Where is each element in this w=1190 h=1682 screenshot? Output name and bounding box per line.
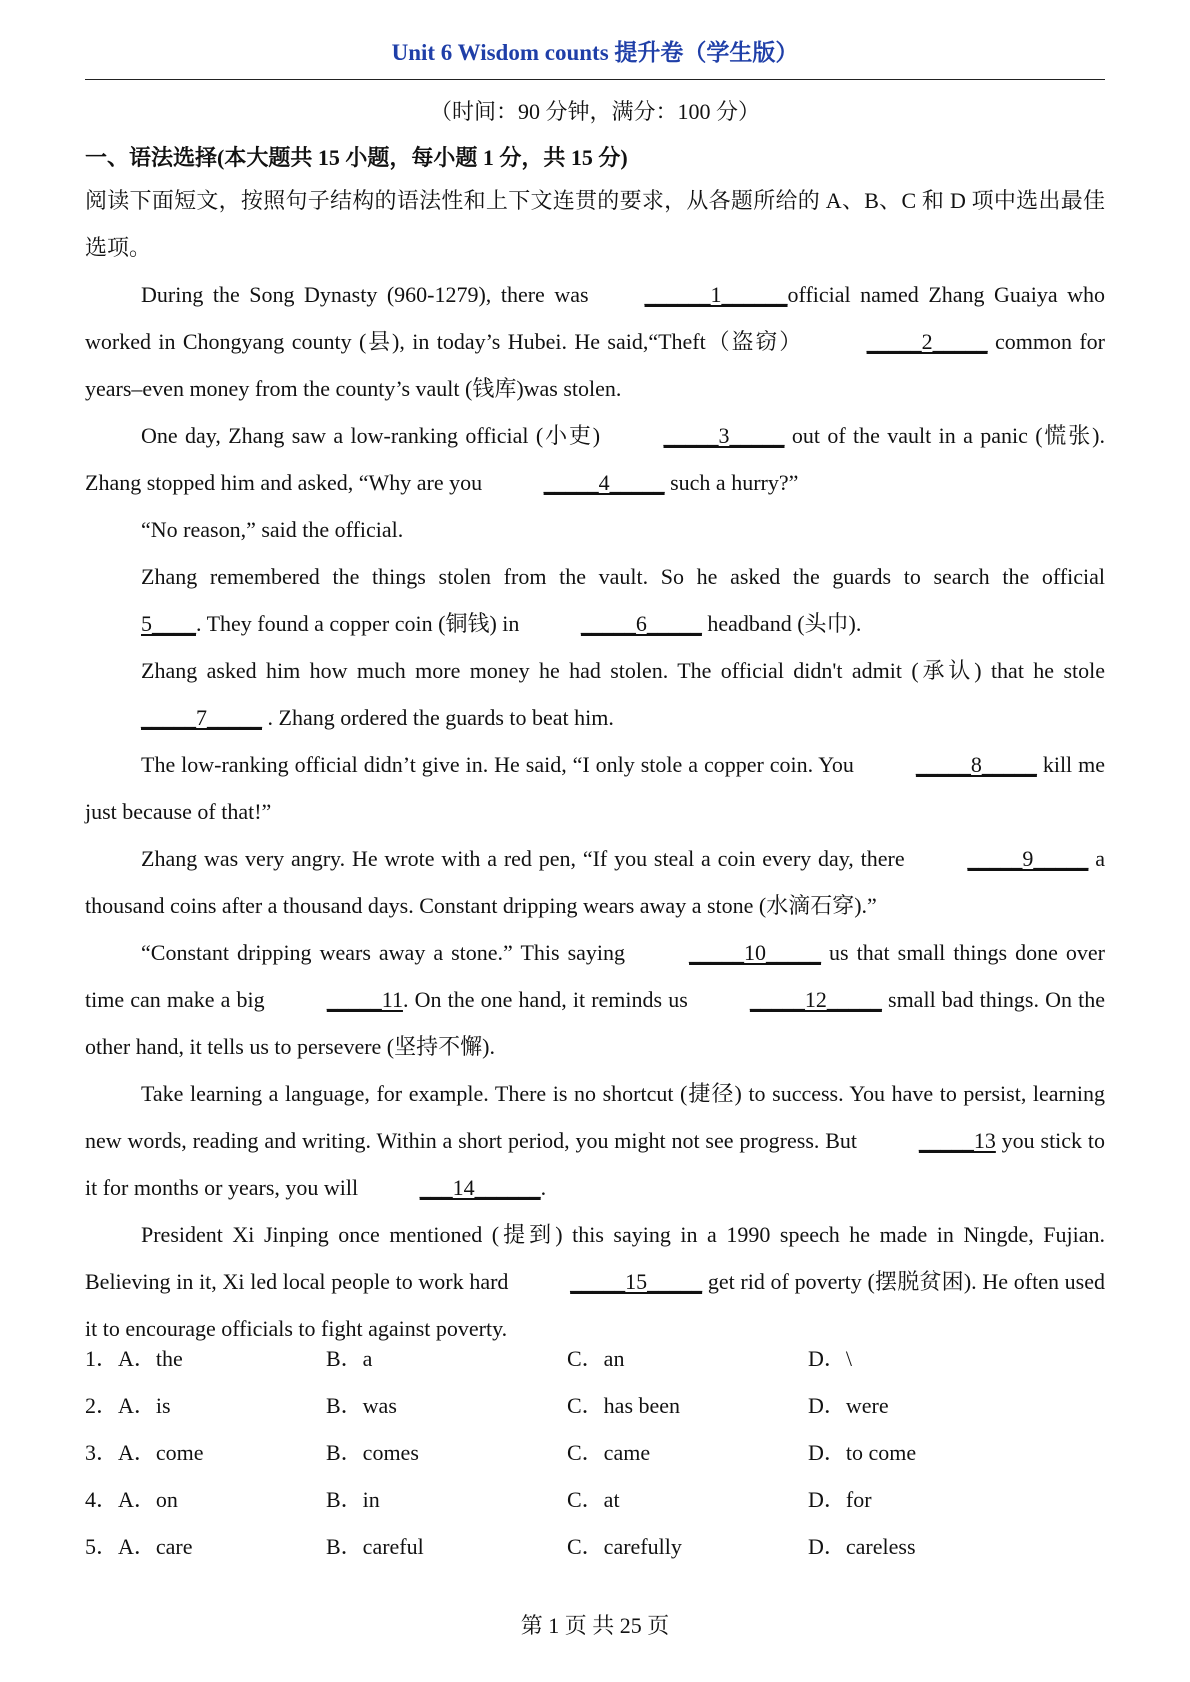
option-d: D．\ — [808, 1346, 853, 1371]
blank-8: _____8_____ — [915, 752, 1037, 777]
option-b: B．in — [326, 1487, 380, 1512]
blank-13: _____13 — [918, 1128, 996, 1153]
option-d: D．to come — [808, 1440, 917, 1465]
option-c: C．carefully — [567, 1534, 682, 1559]
question-number: 1． — [85, 1346, 119, 1371]
blank-5: 5____ — [141, 611, 196, 636]
question-number: 5． — [85, 1534, 119, 1559]
option-a: A．the — [118, 1346, 183, 1371]
answer-options — [85, 1342, 1105, 1577]
header-divider — [85, 79, 1105, 80]
blank-11: _____11 — [326, 987, 403, 1012]
option-b: B．was — [326, 1393, 397, 1418]
blank-1: ______1______ — [644, 282, 788, 307]
page-footer: 第 1 页 共 25 页 — [520, 1613, 670, 1638]
blank-14: ___14______ — [419, 1175, 541, 1200]
option-c: C．came — [567, 1440, 651, 1465]
option-d: D．were — [808, 1393, 889, 1418]
paragraph-2: One day, Zhang saw a low-ranking official (小吏) _____3_____ out of the vault in a panic (慌张). Zhang stopped him and asked, “Why are you _____4_____ such a hurry?” — [85, 412, 1105, 506]
paragraph-9: Take learning a language, for example. There is no shortcut (捷径) to success. You have to persist, learning new words, reading and writing. Within a short period, you might not see progress. But _____13 you stick to it for months or years, you will ___14______. — [85, 1070, 1105, 1211]
option-c: C．has been — [567, 1393, 681, 1418]
option-d: D．for — [808, 1487, 872, 1512]
option-row — [85, 1436, 1105, 1483]
paragraph-5: Zhang asked him how much more money he had stolen. The official didn't admit (承认) that he stole _____7_____ . Zhang ordered the guards to beat him. — [85, 647, 1105, 741]
option-row — [85, 1389, 1105, 1436]
option-row — [85, 1483, 1105, 1530]
passage — [85, 177, 1105, 1352]
option-b: B．a — [326, 1346, 373, 1371]
blank-4: _____4_____ — [543, 470, 665, 495]
paragraph-3: “No reason,” said the official. — [141, 517, 404, 542]
option-a: A．care — [118, 1534, 193, 1559]
blank-6: _____6_____ — [580, 611, 702, 636]
option-a: A．on — [118, 1487, 178, 1512]
option-a: A．is — [118, 1393, 171, 1418]
paragraph-1: During the Song Dynasty (960-1279), there was ______1______official named Zhang Guaiya who worked in Chongyang county (县), in today’s Hubei. He said,“Theft（盗窃） _____2_____ common for years–even money from the county’s vault (钱库)was stolen. — [85, 271, 1105, 412]
paragraph-6: The low-ranking official didn’t give in. He said, “I only stole a copper coin. You _____8_____ kill me just because of that!” — [85, 741, 1105, 835]
blank-7: _____7_____ — [141, 705, 262, 730]
option-b: B．careful — [326, 1534, 424, 1559]
option-c: C．at — [567, 1487, 620, 1512]
option-b: B．comes — [326, 1440, 419, 1465]
paragraph-7: Zhang was very angry. He wrote with a red pen, “If you steal a coin every day, there _____9_____ a thousand coins after a thousand days. Constant dripping wears away a stone (水滴石穿).” — [85, 835, 1105, 929]
option-a: A．come — [118, 1440, 204, 1465]
blank-9: _____9_____ — [967, 846, 1089, 871]
paragraph-4: Zhang remembered the things stolen from the vault. So he asked the guards to search the official 5____. They found a copper coin (铜钱) in _____6_____ headband (头巾). — [85, 553, 1105, 647]
blank-10: _____10_____ — [689, 940, 822, 965]
section-heading: 一、语法选择(本大题共 15 小题，每小题 1 分，共 15 分) — [85, 145, 628, 170]
instructions: 阅读下面短文，按照句子结构的语法性和上下文连贯的要求，从各题所给的 A、B、C 和 D 项中选出最佳选项。 — [85, 188, 1105, 260]
question-number: 2． — [85, 1393, 119, 1418]
option-row — [85, 1530, 1105, 1577]
blank-15: _____15_____ — [570, 1269, 703, 1294]
option-c: C．an — [567, 1346, 625, 1371]
paragraph-8: “Constant dripping wears away a stone.” This saying _____10_____ us that small things done over time can make a big _____11. On the one hand, it reminds us _____12_____ small bad things. On the other hand, it tells us to persevere (坚持不懈). — [85, 929, 1105, 1070]
question-number: 4． — [85, 1487, 119, 1512]
option-d: D．careless — [808, 1534, 916, 1559]
blank-3: _____3_____ — [663, 423, 785, 448]
blank-2: _____2_____ — [866, 329, 988, 354]
blank-12: _____12_____ — [749, 987, 882, 1012]
question-number: 3． — [85, 1440, 119, 1465]
exam-meta: （时间：90 分钟，满分：100 分） — [429, 99, 760, 124]
page-title: Unit 6 Wisdom counts 提升卷（学生版） — [391, 40, 799, 65]
paragraph-10: President Xi Jinping once mentioned (提到) this saying in a 1990 speech he made in Ningde, Fujian. Believing in it, Xi led local people to work hard _____15_____ get rid of poverty (摆脱贫困). He often used it to encourage officials to fight against poverty. — [85, 1222, 1105, 1341]
option-row — [85, 1342, 1105, 1389]
